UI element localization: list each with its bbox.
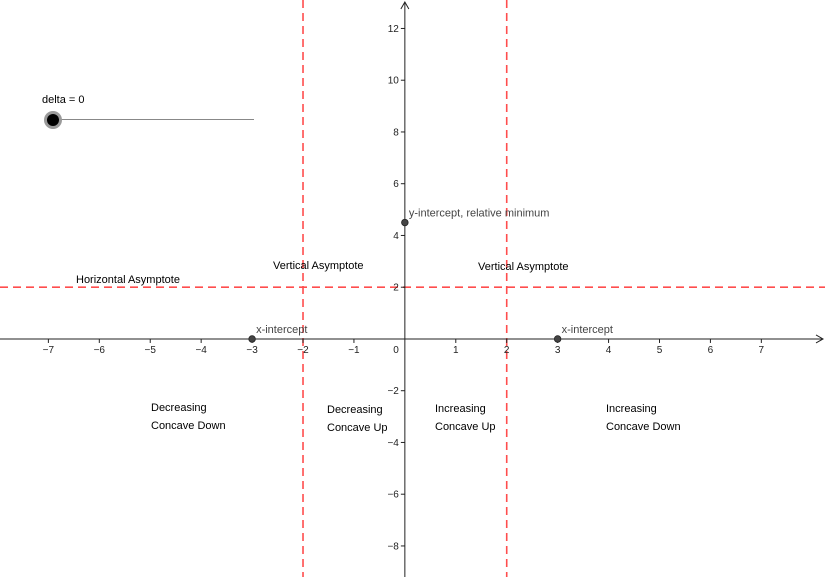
horizontal-asymptote-label: Horizontal Asymptote [76,274,180,286]
y-tick-label: 8 [393,127,399,139]
x-tick-label: −7 [42,344,55,356]
x-tick-label: 1 [453,344,459,356]
y-tick-label: 12 [387,23,399,35]
point-label: y-intercept, relative minimum [408,207,550,220]
y-tick-label: −6 [387,489,399,501]
delta-slider-handle[interactable] [44,111,62,129]
x-tick-label: 5 [656,344,663,356]
point-marker[interactable] [554,336,561,343]
y-tick-label: 2 [393,282,399,294]
delta-slider-track[interactable] [53,119,254,120]
y-tick-label: −4 [387,437,399,449]
origin-label: 0 [393,344,399,356]
y-tick-label: −2 [387,386,399,398]
x-tick-label: −4 [195,344,207,356]
y-tick-label: 4 [393,230,399,242]
region4-behavior-label: Increasing [606,403,657,415]
x-tick-label: 2 [503,344,510,356]
x-tick-label: 4 [605,344,612,356]
y-tick-label: 10 [387,75,399,87]
y-tick-label: −8 [387,541,399,553]
region1-concavity-label: Concave Down [151,420,226,432]
x-tick-label: −6 [93,344,106,356]
region3-concavity-label: Concave Up [435,421,496,433]
region2-behavior-label: Decreasing [327,404,383,416]
x-tick-label: 3 [554,344,561,356]
x-tick-label: −1 [348,344,360,356]
x-tick-label: 7 [758,344,765,356]
x-tick-label: −2 [297,344,309,356]
point-label: x-intercept [256,323,308,336]
point-marker[interactable] [249,336,256,343]
vertical-asymptote-right-label: Vertical Asymptote [478,261,569,273]
x-tick-label: −5 [144,344,156,356]
delta-slider-label: delta = 0 [42,94,85,106]
x-tick-label: 6 [707,344,714,356]
point-label: x-intercept [561,323,613,336]
vertical-asymptote-left-label: Vertical Asymptote [273,260,364,272]
region1-behavior-label: Decreasing [151,402,207,414]
region3-behavior-label: Increasing [435,403,486,415]
region4-concavity-label: Concave Down [606,421,681,433]
point-marker[interactable] [402,219,409,226]
slider-knob-dot [47,114,59,126]
x-tick-label: −3 [246,344,258,356]
y-tick-label: 6 [393,179,399,191]
region2-concavity-label: Concave Up [327,422,388,434]
